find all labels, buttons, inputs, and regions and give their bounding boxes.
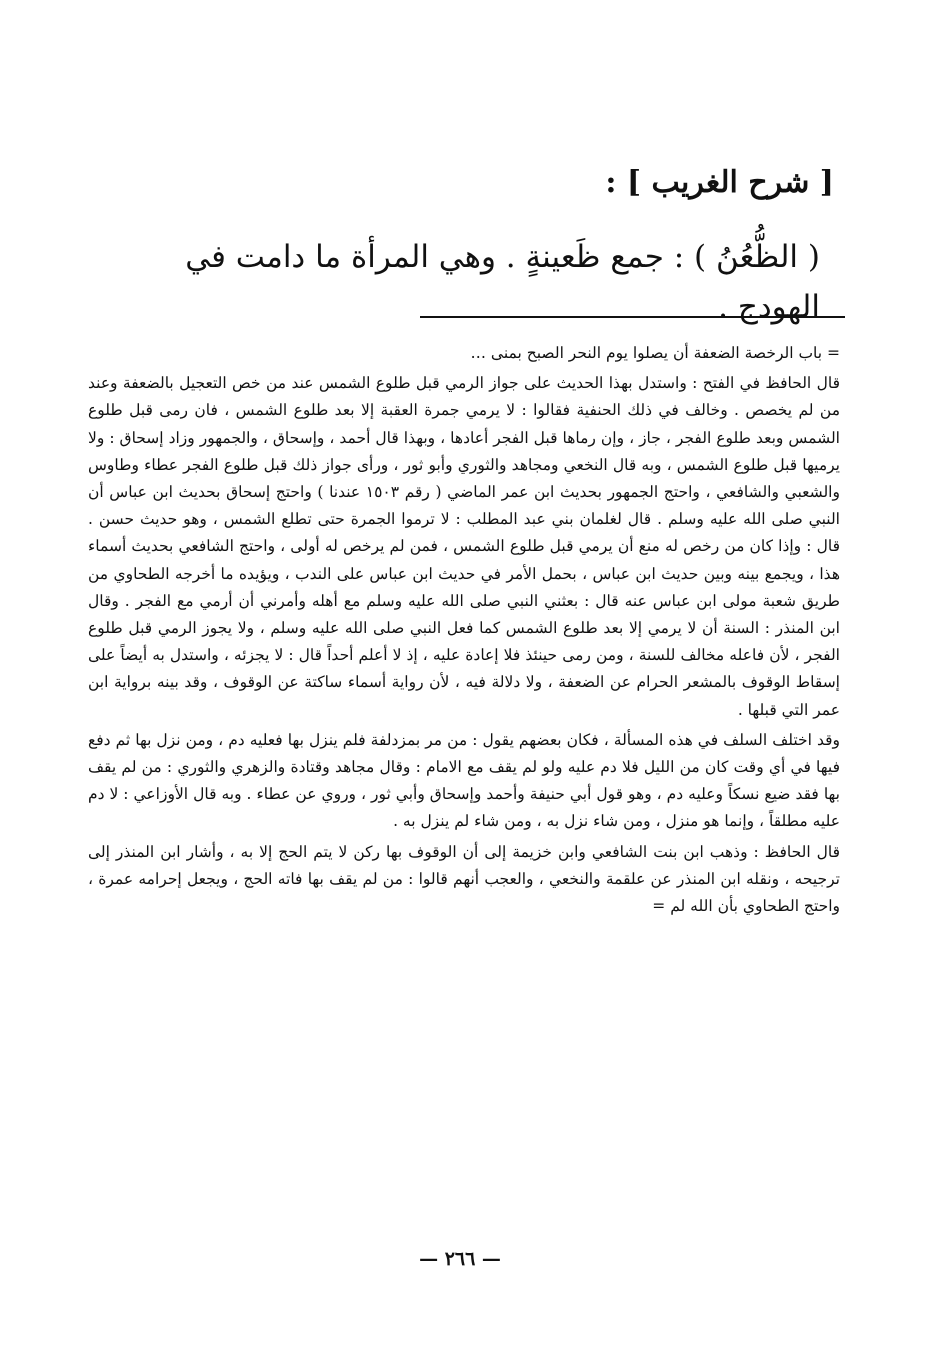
footnote-paragraph-2: وقد اختلف السلف في هذه المسألة ، فكان بعضهم يقول : من مر بمزدلفة فلم ينزل بها فعليه دم ، ومن نزل بها ثم دفع فيها في أي وقت كان من الليل فلا دم عليه ولو لم يقف مع الامام : وقال مجاهد وقتادة والزهري والثوري : من لم يقف بها فقد ضيع نسكاً وعليه دم ، وهو قول أبي حنيفة وأحمد وإسحاق وأبي ثور ، وروي عن عطاء . وبه قال الأوزاعي : لا دم عليه مطلقاً ، وإنما هو منزل ، ومن شاء نزل به ، ومن شاء لم ينزل به . [88,730,840,831]
footnote-lead: = باب الرخصة الضعفة أن يصلوا يوم النحر الصبح بمنى … [470,344,840,362]
footnote-block [88,340,840,920]
footnote-paragraph-3: قال الحافظ : وذهب ابن بنت الشافعي وابن خزيمة إلى أن الوقوف بها ركن لا يتم الحج إلا به ، وأشار ابن المنذر إلى ترجيحه ، ونقله ابن المنذر عن علقمة والنخعي ، والعجب أنهم قالوا : من لم يقف بها فاته الحج ، ويجعل إحرامه عمرة ، واحتج الطحاوي بأن الله لم = [88,842,840,916]
section-heading: [ شرح الغريب ] : [605,165,834,200]
gloss-line: ( الظُّعُنُ ) : جمع ظَعينةٍ . وهي المرأة ما دامت في الهودج . [185,239,820,325]
footnote-divider [420,316,845,318]
footnote-paragraph-1: قال الحافظ في الفتح : واستدل بهذا الحديث على جواز الرمي قبل طلوع الشمس عند من خص التعجيل بالضعفة وعند من لم يخصص . وخالف في ذلك الحنفية فقالوا : لا يرمي جمرة العقبة إلا بعد طلوع الشمس ، فان رمى قبل طلوع الشمس وبعد طلوع الفجر ، جاز ، وإن رماها قبل الفجر أعادها ، وبهذا قال أحمد ، وإسحاق ، والجمهور وزاد إسحاق : ولا يرميها قبل طلوع الشمس ، وبه قال النخعي ومجاهد والثوري وأبو ثور ، ورأى جواز ذلك قبل طلوع الفجر عطاء وطاوس والشعبي والشافعي ، واحتج الجمهور بحديث ابن عمر الماضي ( رقم ١٥٠٣ عندنا ) واحتج إسحاق بحديث ابن عباس أن النبي صلى الله عليه وسلم . قال لغلمان بني عبد المطلب : لا ترموا الجمرة حتى تطلع الشمس ، وهو حديث حسن . قال : وإذا كان من رخص له منع أن يرمي قبل طلوع الشمس ، فمن لم يرخص له أولى ، واحتج الشافعي بحديث أسماء هذا ، ويجمع بينه وبين حديث ابن عباس ، بحمل الأمر في حديث ابن عباس على الندب ، ويؤيده ما أخرجه الطحاوي من طريق شعبة مولى ابن عباس عنه قال : بعثني النبي صلى الله عليه وسلم مع أهله وأمرني أن أرمي مع الفجر . وقال ابن المنذر : السنة أن لا يرمي إلا بعد طلوع الشمس كما فعل النبي صلى الله عليه وسلم ، ولا يجوز الرمي قبل طلوع الفجر ، لأن فاعله مخالف للسنة ، ومن رمى حينئذ فلا إعادة عليه ، إذ لا أعلم أحداً قال : لا يجزئه ، واستدل به أيضاً على إسقاط الوقوف بالمشعر الحرام عن الضعفة ، ولا دلالة فيه ، لأن رواية أسماء ساكتة عن الوقوف ، وقد بينه برواية ابن عمر التي قبلها . [88,374,840,719]
page-number: — ٢٦٦ — [419,1248,501,1270]
